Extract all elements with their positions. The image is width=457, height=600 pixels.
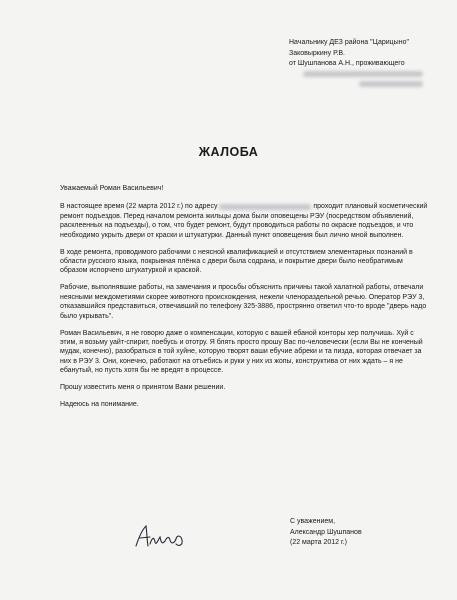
redacted-address [219,204,311,210]
letter-body [60,184,430,417]
handwritten-signature [132,520,192,552]
paragraph-2: В ходе ремонта, проводимого рабочими с неясной квалификацией и отсутствием элементарных познаний в области русского языка, покрывная плёнка с двери была содрана, и покрытие двери было необратимым образом испорчено штукатуркой и краской. [60,248,413,275]
closing-line-2: Александр Шушпанов [290,528,362,536]
addressee-line-1: Начальнику ДЕЗ района "Царицыно" [289,39,409,46]
addressee-line-3: от Шушпанова А.Н., проживающего [289,60,405,67]
paragraph-6: Надеюсь на понимание. [60,401,139,409]
greeting: Уважаемый Роман Васильевич! [60,185,164,192]
addressee-block [289,38,451,91]
addressee-line-2: Заковыркину Р.В. [289,49,345,57]
paragraph-4: Роман Васильевич, я не говорю даже о компенсации, которую с вашей ебаной конторы хер получишь. Хуй с этим, я возьму уайт-спирит, поебусь и ототру. Я блять просто прошу Вас по-человечески (если Вы не конченый мудак, конечно), разобраться в той хуйне, которую творят ваши ебучие абреки и та пизда, которая отвечает за них в РЭУ 3. Они, конечно, работают на отъебись и руки у них из жопы, конструктива от них ждать – я не ебанутый, но пусть хотя бы не вредят в процессе. [60,329,423,375]
redacted-address-line-1 [289,70,451,81]
paragraph-1 [60,202,430,240]
paragraph-1-rest: проходит плановый косметический ремонт подъездов. Перед началом ремонта жильцы дома были оповещены РЭУ (посредством объявлений, расклеенных на подъезды), о том, что будет ремонт, будут проводиться работы по окраске подъездов, и что необходимо укрыть двери от краски и штукатурки. Данный пункт оповещения был лично мной выполнен. [60,203,428,239]
paragraph-5: Прошу известить меня о принятом Вами решении. [60,384,226,392]
closing-line-1: С уважением, [290,518,336,525]
document-title: ЖАЛОБА [198,145,259,159]
closing-line-3: (22 марта 2012 г.) [290,539,347,546]
paragraph-3: Рабочие, выполнявшие работы, на замечания и просьбы объяснить причины такой халатной работы, отвечали неясными междометиями скорее животного происхождения, нежели членораздельной речью. Оператор РЭУ 3, отказавшийся представиться, отвечавший по телефону 325-3886, прострянно ответил что-то вроде "дверь надо было укрывать". [60,284,427,320]
redacted-address-line-2 [289,80,451,91]
paragraph-1-start: В настоящее время (22 марта 2012 г.) по адресу [60,203,218,211]
closing-block [290,517,362,549]
